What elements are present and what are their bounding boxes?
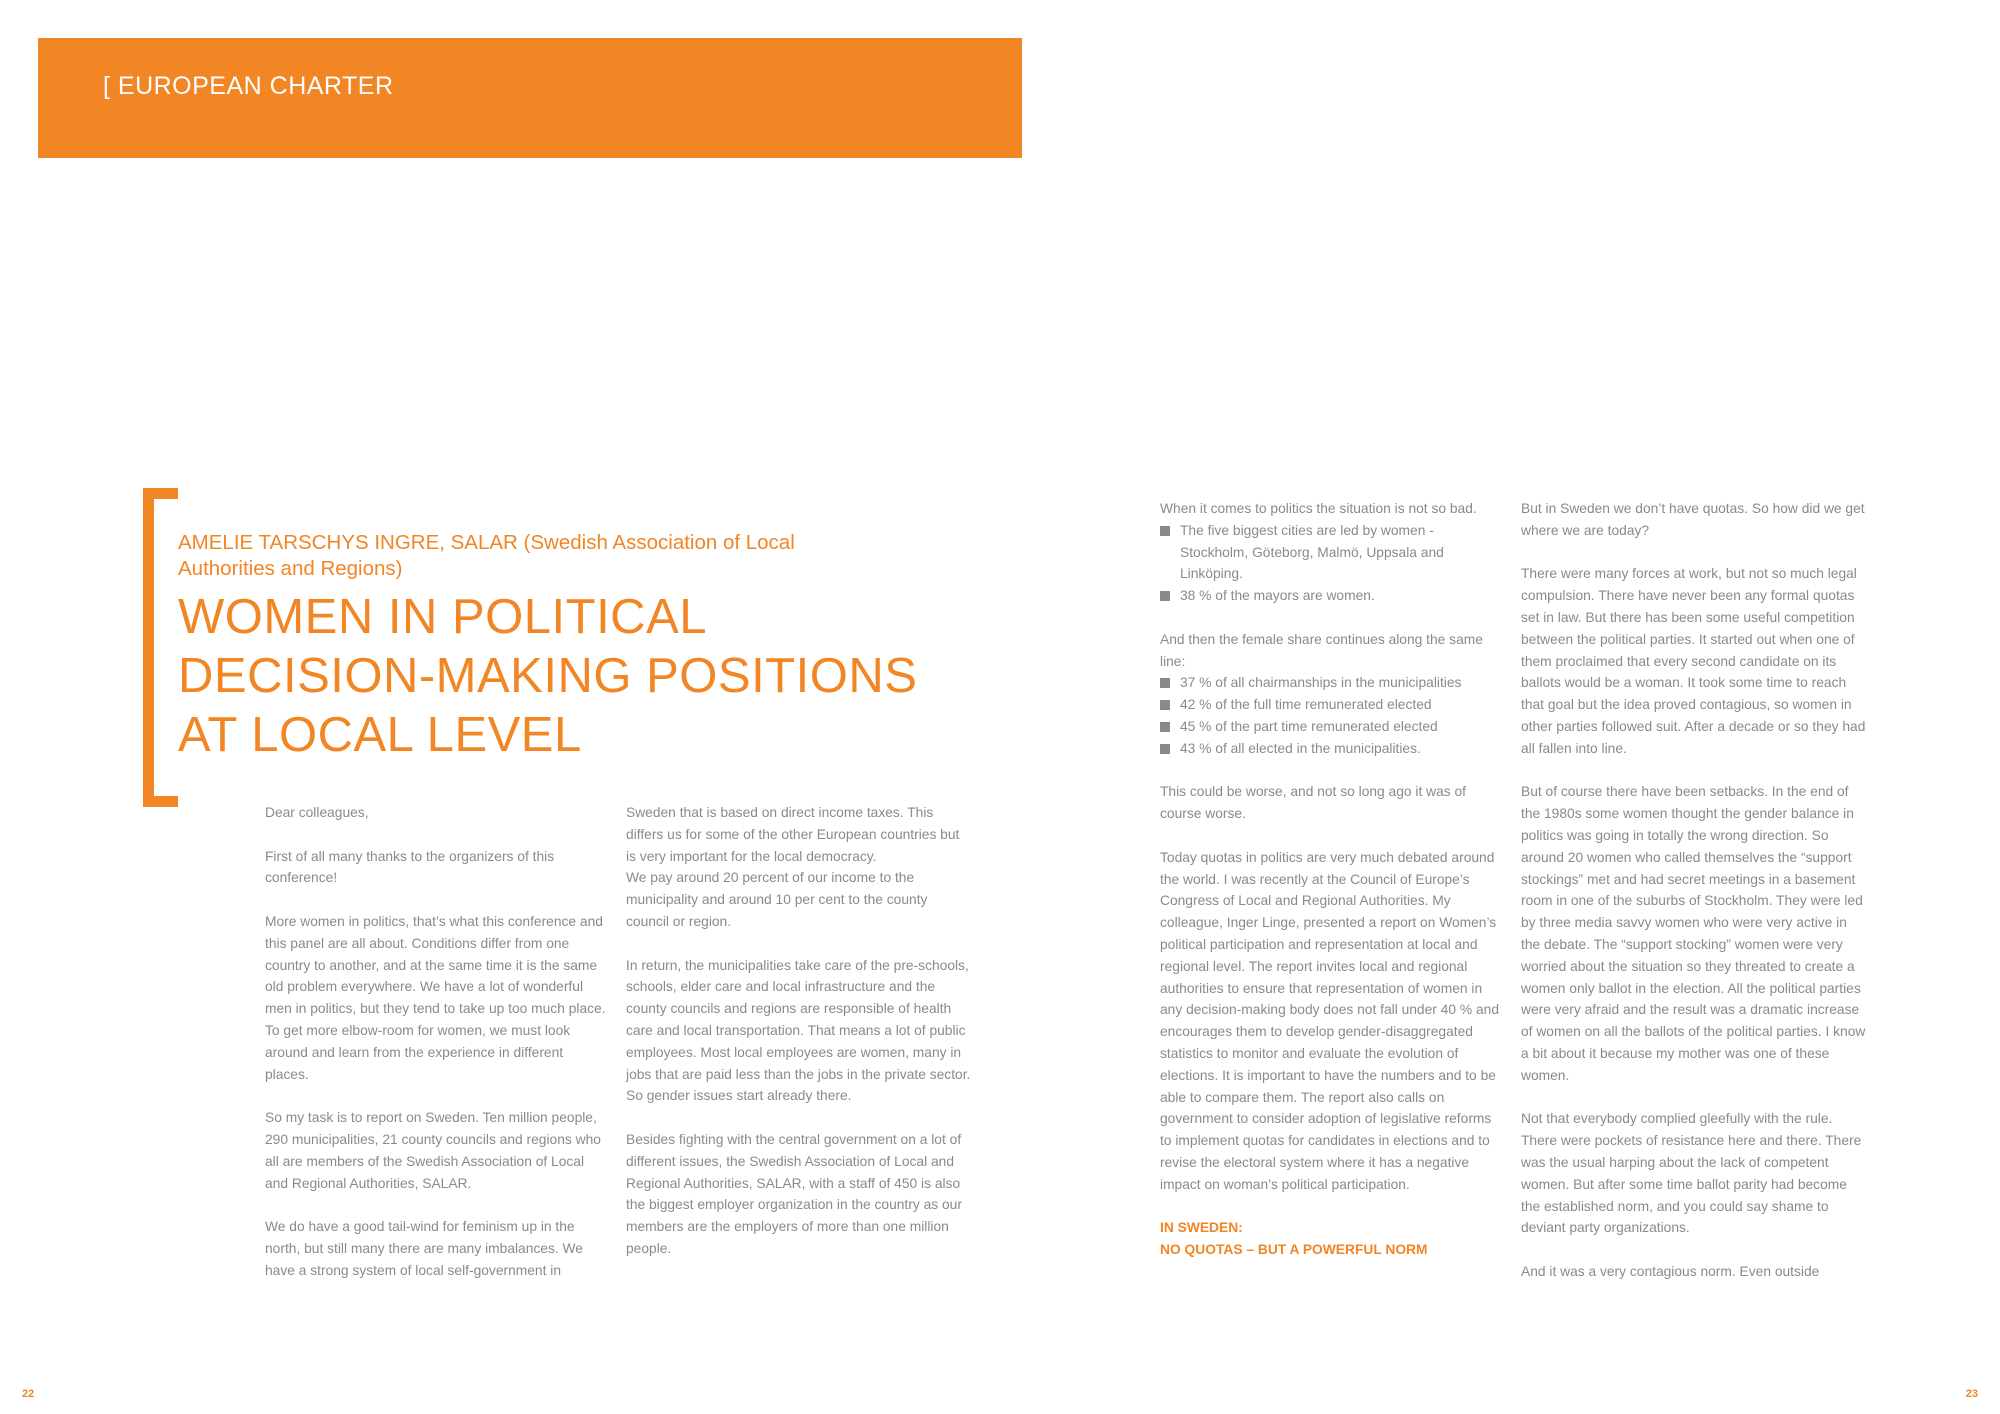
- section-title: [ EUROPEAN CHARTER: [103, 72, 394, 100]
- title-line: WOMEN IN POLITICAL: [178, 590, 708, 644]
- paragraph: But in Sweden we don’t have quotas. So how did we get where we are today?: [1521, 501, 1865, 538]
- paragraph: So my task is to report on Sweden. Ten million people, 290 municipalities, 21 county councils and regions who all are members of the Swedish Association of Local and Regional Authorities, SALAR.: [265, 1110, 601, 1191]
- paragraph: Dear colleagues,: [265, 805, 369, 820]
- paragraph: And then the female share continues along the same line:: [1160, 631, 1483, 669]
- bullet-square-icon: [1160, 678, 1170, 688]
- bullet-square-icon: [1160, 744, 1170, 754]
- paragraph: But of course there have been setbacks. In the end of the 1980s some women thought the gender balance in politics was going in totally the wrong direction. So around 20 women who called themselves the “support stockings” met and had secret meetings in a basement room in one of the suburbs of Stockholm. They were led by three media savvy women who were very active in the debate. The “support stocking” women were very worried about the situation so they threated to create a women only ballot in the election. All the political parties were very afraid and the result was a dramatic increase of women on all the ballots of the political parties. I know a bit about it because my mother was one of these women.: [1521, 784, 1866, 1083]
- bullet-list: [1160, 672, 1505, 759]
- title-line: AT LOCAL LEVEL: [178, 708, 582, 762]
- list-item: 37 % of all chairmanships in the municipalities: [1160, 672, 1505, 694]
- subheading: NO QUOTAS – BUT A POWERFUL NORM: [1160, 1242, 1428, 1258]
- paragraph: More women in politics, that’s what this conference and this panel are all about. Conditions differ from one country to another, and at the same time it is the same old problem everywhere. We have a lot of wonderful men in politics, but they tend to take up too much place. To get more elbow-room for women, we must look around and learn from the experience in different places.: [265, 913, 606, 1082]
- list-item: 45 % of the part time remunerated elected: [1160, 716, 1505, 738]
- paragraph: In return, the municipalities take care of the pre-schools, schools, elder care and local infrastructure and the county councils and regions are responsible of health care and local transportation. That means a lot of public employees. Most local employees are women, many in jobs that are paid less than the jobs in the private sector. So gender issues start already there.: [626, 957, 971, 1104]
- paragraph: We pay around 20 percent of our income to the municipality and around 10 per cent to the county council or region.: [626, 870, 928, 929]
- article-author: AMELIE TARSCHYS INGRE, SALAR (Swedish Association of Local Authorities and Regions): [178, 531, 795, 580]
- paragraph: Not that everybody complied gleefully with the rule. There were pockets of resistance here and there. There was the usual harping about the lack of competent women. But after some time ballot parity had become the established norm, and you could say shame to deviant party organizations.: [1521, 1111, 1862, 1236]
- article-title: [178, 588, 938, 765]
- text-column-2: [626, 802, 971, 1282]
- title-line: DECISION-MAKING POSITIONS: [178, 649, 918, 703]
- title-bracket-decoration: [143, 488, 178, 807]
- bullet-square-icon: [1160, 591, 1170, 601]
- bullet-list: [1160, 520, 1505, 607]
- paragraph: Besides fighting with the central government on a lot of different issues, the Swedish Association of Local and Regional Authorities, SALAR, with a staff of 450 is also the biggest employer organization in the country as our members are the employers of more than one million people.: [626, 1131, 962, 1256]
- bullet-square-icon: [1160, 722, 1170, 732]
- text-column-4: [1521, 498, 1866, 1304]
- paragraph: There were many forces at work, but not so much legal compulsion. There have never been any formal quotas set in law. But there has been some useful competition between the political parties. It started out when one of them proclaimed that every second candidate on its ballots would be a woman. It took some time to reach that goal but the idea proved contagious, so women in other parties followed suit. After a decade or so they had all fallen into line.: [1521, 566, 1866, 756]
- bullet-square-icon: [1160, 700, 1170, 710]
- paragraph: We do have a good tail-wind for feminism up in the north, but still many there are many imbalances. We have a strong system of local self-government in: [265, 1219, 583, 1278]
- paragraph: When it comes to politics the situation is not so bad.: [1160, 501, 1477, 516]
- bullet-square-icon: [1160, 526, 1170, 536]
- text-column-1: [265, 802, 610, 1303]
- list-item: 38 % of the mayors are women.: [1160, 585, 1505, 607]
- page-number-right: 23: [1965, 1388, 1978, 1400]
- paragraph: This could be worse, and not so long ago it was of course worse.: [1160, 784, 1467, 822]
- paragraph: Sweden that is based on direct income taxes. This differs us for some of the other European countries but is very important for the local democracy.: [626, 805, 960, 864]
- paragraph: First of all many thanks to the organizers of this conference!: [265, 848, 555, 886]
- list-item: The five biggest cities are led by women - Stockholm, Göteborg, Malmö, Uppsala and Linköping.: [1160, 520, 1505, 585]
- text-column-3: [1160, 498, 1505, 1261]
- paragraph: And it was a very contagious norm. Even outside: [1521, 1263, 1820, 1279]
- subheading: IN SWEDEN:: [1160, 1220, 1243, 1236]
- list-item: 42 % of the full time remunerated elected: [1160, 694, 1505, 716]
- list-item: 43 % of all elected in the municipalities.: [1160, 738, 1505, 760]
- page-number-left: 22: [22, 1388, 35, 1400]
- paragraph: Today quotas in politics are very much debated around the world. I was recently at the Council of Europe’s Congress of Local and Regional Authorities. My colleague, Inger Linge, presented a report on Women’s political participation and representation at local and regional level. The report invites local and regional authorities to ensure that representation of women in any decision-making body does not fall under 40 % and encourages them to develop gender-disaggregated statistics to monitor and evaluate the evolution of elections. It is important to have the numbers and to be able to compare them. The report also calls on government to consider adoption of legislative reforms to implement quotas for candidates in elections and to revise the electoral system where it has a negative impact on woman’s political participation.: [1160, 849, 1500, 1192]
